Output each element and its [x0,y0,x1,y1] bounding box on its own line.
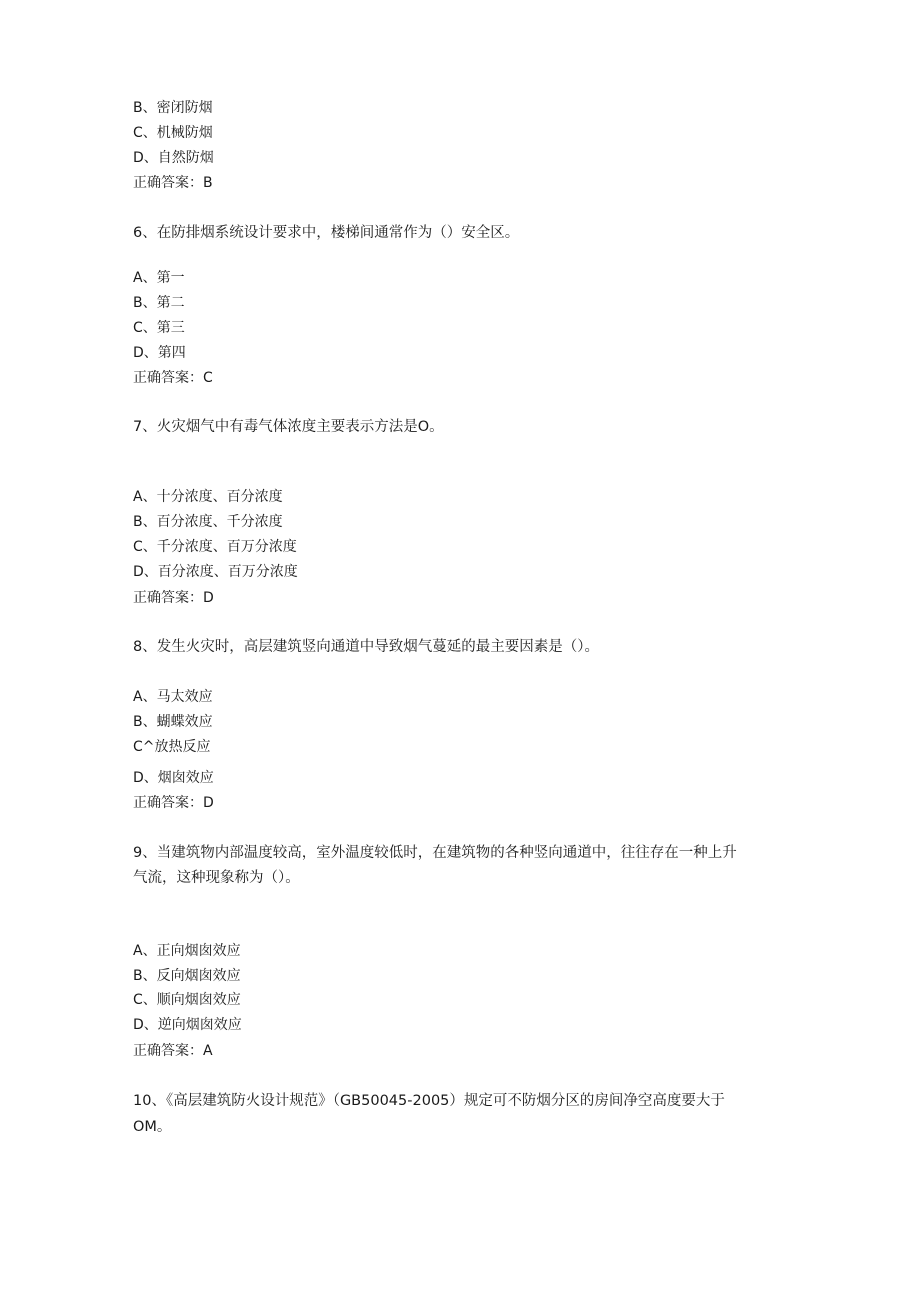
option-d: D、烟囱效应 [133,770,214,786]
option-a: A、正向烟囱效应 [133,943,241,959]
option-c: C^放热反应 [133,739,211,755]
option-d: D、逆向烟囱效应 [133,1017,242,1033]
option-a: A、马太效应 [133,689,213,705]
question-8: 8、发生火灾时，高层建筑竖向通道中导致烟气蔓延的最主要因素是（）。 [133,639,599,655]
option-b: B、第二 [133,295,185,311]
option-c: C、第三 [133,320,185,336]
answer-line: 正确答案：D [133,590,214,606]
option-a: A、十分浓度、百分浓度 [133,489,283,505]
question-9-line-1: 9、当建筑物内部温度较高，室外温度较低时，在建筑物的各种竖向通道中，往往存在一种上升 [133,845,737,861]
question-10-line-1: 10、《高层建筑防火设计规范》（GB50045-2005）规定可不防烟分区的房间净空高度要大于 [133,1093,725,1109]
option-c: C、顺向烟囱效应 [133,992,241,1008]
option-b: B、百分浓度、千分浓度 [133,514,283,530]
answer-line: 正确答案：D [133,795,214,811]
option-c: C、千分浓度、百万分浓度 [133,539,297,555]
question-10-line-2: OM。 [133,1119,172,1135]
option-d: D、第四 [133,345,186,361]
option-d: D、自然防烟 [133,150,214,166]
answer-line: 正确答案：B [133,175,213,191]
question-6: 6、在防排烟系统设计要求中，楼梯间通常作为（）安全区。 [133,225,520,241]
answer-line: 正确答案：C [133,370,213,386]
option-b: B、反向烟囱效应 [133,968,241,984]
option-c: C、机械防烟 [133,125,213,141]
option-d: D、百分浓度、百万分浓度 [133,564,298,580]
option-a: A、第一 [133,270,185,286]
option-b: B、蝴蝶效应 [133,714,213,730]
question-7: 7、火灾烟气中有毒气体浓度主要表示方法是O。 [133,419,444,435]
option-b: B、密闭防烟 [133,100,213,116]
question-9-line-2: 气流，这种现象称为（）。 [133,870,300,886]
answer-line: 正确答案：A [133,1043,213,1059]
